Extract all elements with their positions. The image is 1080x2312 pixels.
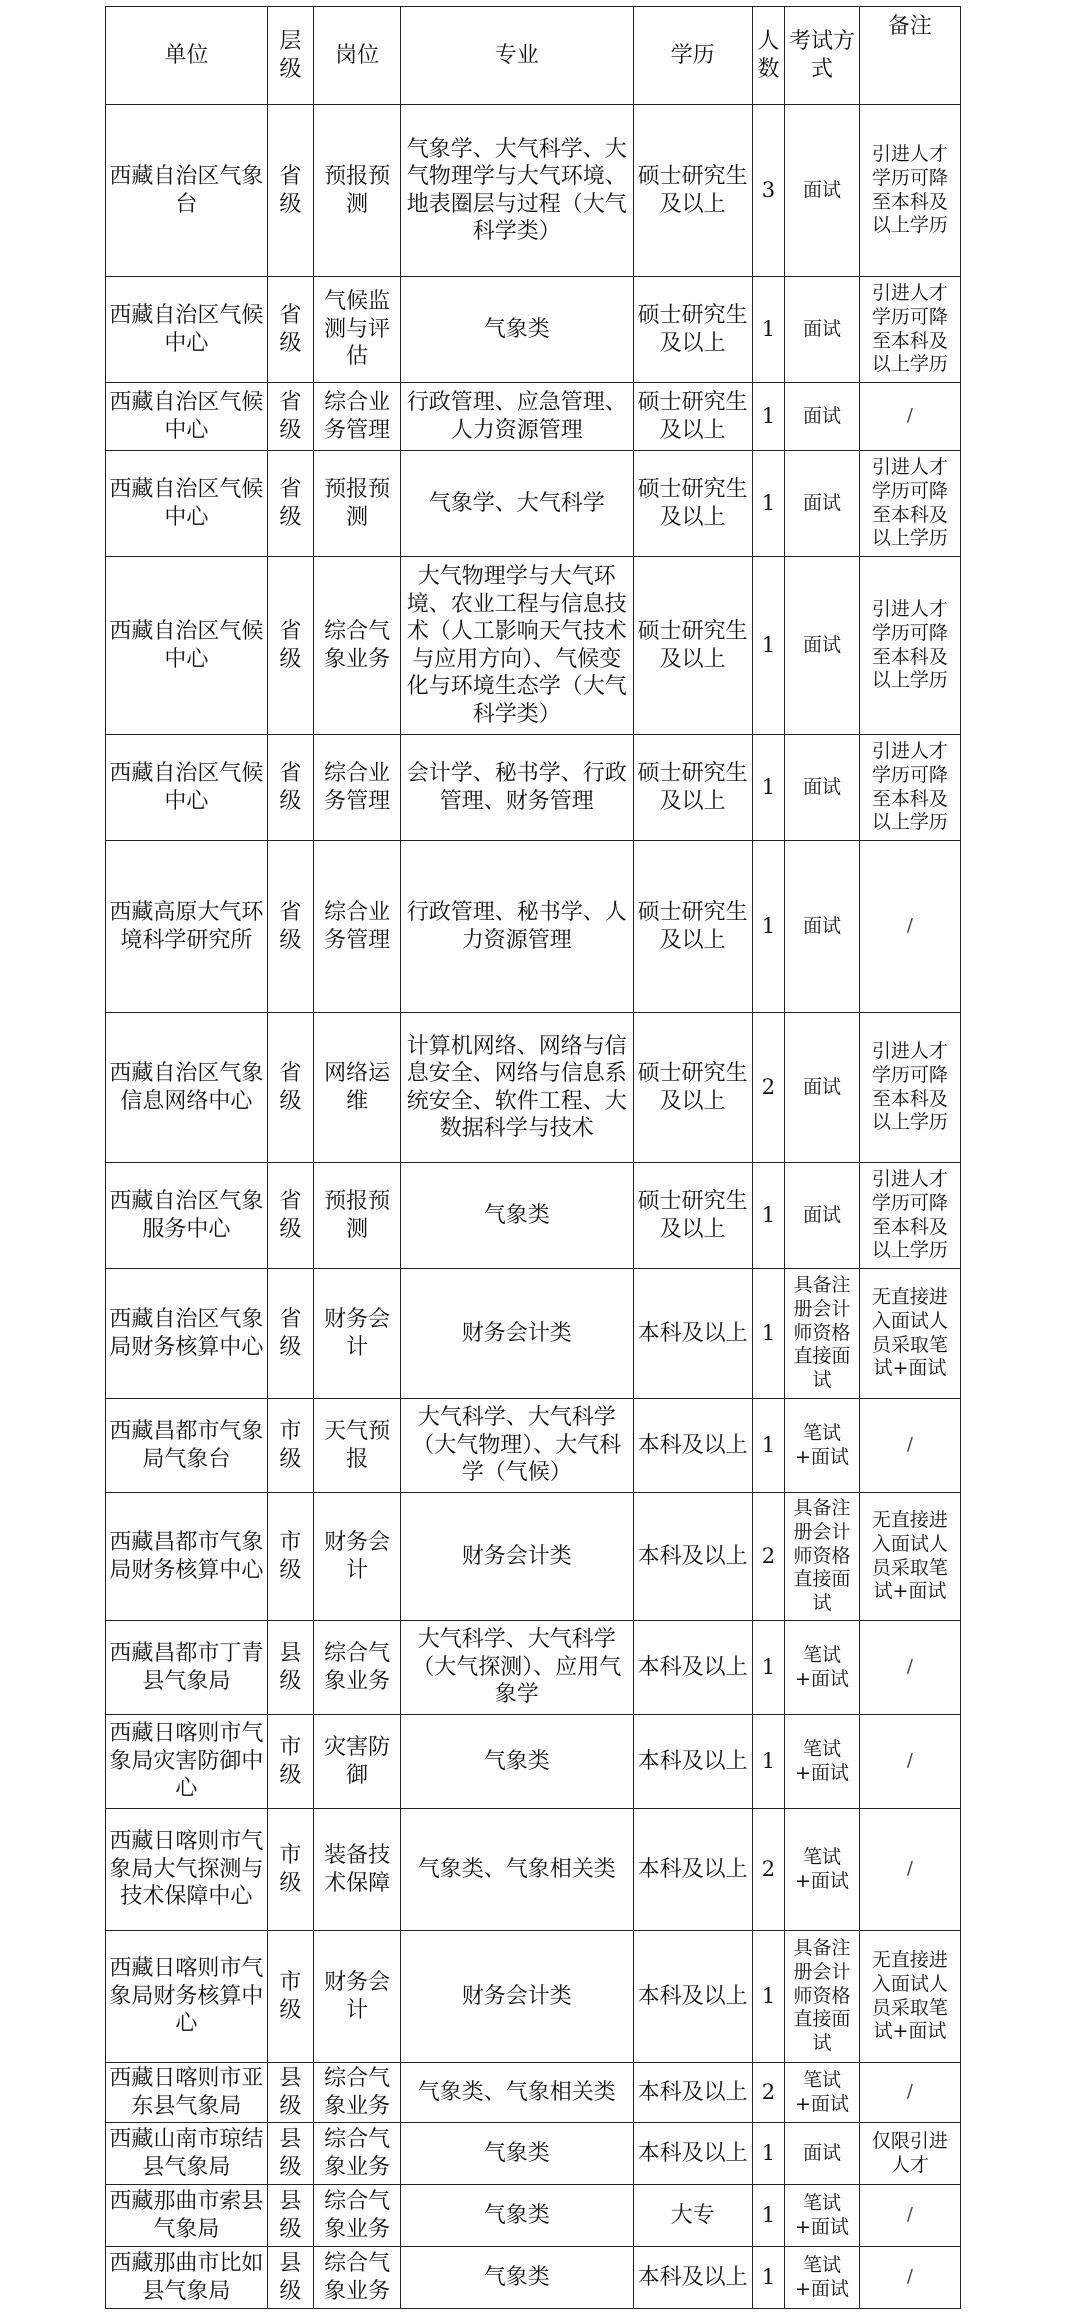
cell-exam: 笔试+面试 bbox=[785, 2063, 860, 2123]
cell-major: 会计学、秘书学、行政管理、财务管理 bbox=[401, 735, 633, 841]
cell-unit: 西藏昌都市丁青县气象局 bbox=[106, 1621, 268, 1715]
cell-count: 1 bbox=[752, 557, 784, 735]
cell-education: 硕士研究生及以上 bbox=[633, 105, 752, 277]
table-row bbox=[106, 1399, 961, 1493]
cell-exam: 面试 bbox=[785, 557, 860, 735]
cell-major: 大气科学、大气科学（大气探测）、应用气象学 bbox=[401, 1621, 633, 1715]
table-row bbox=[106, 383, 961, 451]
cell-unit: 西藏自治区气象台 bbox=[106, 105, 268, 277]
cell-unit: 西藏高原大气环境科学研究所 bbox=[106, 841, 268, 1013]
cell-note: / bbox=[859, 1809, 960, 1931]
cell-major: 气象学、大气科学、大气物理学与大气环境、地表圈层与过程（大气科学类） bbox=[401, 105, 633, 277]
table-row bbox=[106, 1715, 961, 1809]
header-major: 专业 bbox=[401, 7, 633, 105]
cell-major: 行政管理、秘书学、人力资源管理 bbox=[401, 841, 633, 1013]
cell-unit: 西藏自治区气候中心 bbox=[106, 735, 268, 841]
cell-post: 综合业务管理 bbox=[314, 383, 401, 451]
cell-note: / bbox=[859, 383, 960, 451]
cell-major: 财务会计类 bbox=[401, 1931, 633, 2063]
cell-major: 气象类 bbox=[401, 1715, 633, 1809]
cell-post: 网络运维 bbox=[314, 1013, 401, 1163]
cell-exam: 笔试+面试 bbox=[785, 2185, 860, 2247]
cell-note: 无直接进入面试人员采取笔试+面试 bbox=[859, 1931, 960, 2063]
cell-post: 综合气象业务 bbox=[314, 2063, 401, 2123]
cell-education: 大专 bbox=[633, 2185, 752, 2247]
cell-exam: 面试 bbox=[785, 105, 860, 277]
cell-count: 1 bbox=[752, 1931, 784, 2063]
cell-level: 市级 bbox=[267, 1715, 313, 1809]
cell-major: 大气物理学与大气环境、农业工程与信息技术（人工影响天气技术与应用方向）、气候变化与环境生态学（大气科学类） bbox=[401, 557, 633, 735]
cell-note: 引进人才学历可降至本科及以上学历 bbox=[859, 735, 960, 841]
cell-exam: 面试 bbox=[785, 1013, 860, 1163]
cell-note: 引进人才学历可降至本科及以上学历 bbox=[859, 1013, 960, 1163]
cell-major: 气象类 bbox=[401, 277, 633, 383]
cell-count: 1 bbox=[752, 2123, 784, 2185]
cell-count: 1 bbox=[752, 1621, 784, 1715]
table-row bbox=[106, 1269, 961, 1399]
header-count: 人数 bbox=[752, 7, 784, 105]
recruitment-table bbox=[105, 6, 961, 2309]
table-row bbox=[106, 2185, 961, 2247]
cell-unit: 西藏自治区气候中心 bbox=[106, 451, 268, 557]
cell-level: 省级 bbox=[267, 105, 313, 277]
cell-unit: 西藏日喀则市气象局财务核算中心 bbox=[106, 1931, 268, 2063]
table-row bbox=[106, 1163, 961, 1269]
cell-post: 综合气象业务 bbox=[314, 2185, 401, 2247]
cell-exam: 面试 bbox=[785, 841, 860, 1013]
cell-level: 县级 bbox=[267, 1621, 313, 1715]
cell-count: 1 bbox=[752, 735, 784, 841]
cell-exam: 面试 bbox=[785, 735, 860, 841]
cell-note: 引进人才学历可降至本科及以上学历 bbox=[859, 557, 960, 735]
cell-post: 综合气象业务 bbox=[314, 2247, 401, 2309]
cell-exam: 笔试+面试 bbox=[785, 1809, 860, 1931]
cell-level: 省级 bbox=[267, 277, 313, 383]
cell-major: 气象类 bbox=[401, 2247, 633, 2309]
cell-level: 省级 bbox=[267, 557, 313, 735]
cell-level: 市级 bbox=[267, 1399, 313, 1493]
cell-count: 2 bbox=[752, 2063, 784, 2123]
table-row bbox=[106, 557, 961, 735]
cell-major: 气象类、气象相关类 bbox=[401, 1809, 633, 1931]
cell-education: 本科及以上 bbox=[633, 1715, 752, 1809]
cell-note: / bbox=[859, 1621, 960, 1715]
table-row bbox=[106, 105, 961, 277]
table-row bbox=[106, 277, 961, 383]
cell-note: / bbox=[859, 1715, 960, 1809]
cell-exam: 笔试+面试 bbox=[785, 1621, 860, 1715]
cell-unit: 西藏山南市琼结县气象局 bbox=[106, 2123, 268, 2185]
table-row bbox=[106, 841, 961, 1013]
cell-count: 3 bbox=[752, 105, 784, 277]
cell-education: 硕士研究生及以上 bbox=[633, 451, 752, 557]
cell-note: / bbox=[859, 841, 960, 1013]
cell-count: 1 bbox=[752, 1269, 784, 1399]
cell-note: 引进人才学历可降至本科及以上学历 bbox=[859, 105, 960, 277]
cell-major: 大气科学、大气科学（大气物理）、大气科学（气候） bbox=[401, 1399, 633, 1493]
cell-unit: 西藏昌都市气象局气象台 bbox=[106, 1399, 268, 1493]
cell-post: 综合气象业务 bbox=[314, 1621, 401, 1715]
cell-education: 本科及以上 bbox=[633, 1809, 752, 1931]
table-row bbox=[106, 1013, 961, 1163]
header-exam: 考试方式 bbox=[785, 7, 860, 105]
table-row bbox=[106, 1931, 961, 2063]
cell-major: 气象类 bbox=[401, 2185, 633, 2247]
cell-level: 县级 bbox=[267, 2063, 313, 2123]
cell-count: 1 bbox=[752, 2247, 784, 2309]
cell-major: 财务会计类 bbox=[401, 1493, 633, 1621]
cell-level: 省级 bbox=[267, 1013, 313, 1163]
cell-unit: 西藏自治区气候中心 bbox=[106, 383, 268, 451]
cell-note: / bbox=[859, 1399, 960, 1493]
header-education: 学历 bbox=[633, 7, 752, 105]
cell-note: 无直接进入面试人员采取笔试+面试 bbox=[859, 1269, 960, 1399]
cell-count: 1 bbox=[752, 1715, 784, 1809]
cell-exam: 面试 bbox=[785, 383, 860, 451]
cell-education: 本科及以上 bbox=[633, 2063, 752, 2123]
cell-post: 综合业务管理 bbox=[314, 841, 401, 1013]
cell-education: 硕士研究生及以上 bbox=[633, 277, 752, 383]
cell-education: 硕士研究生及以上 bbox=[633, 1163, 752, 1269]
cell-note: 引进人才学历可降至本科及以上学历 bbox=[859, 277, 960, 383]
table-row bbox=[106, 2063, 961, 2123]
table-row bbox=[106, 1809, 961, 1931]
cell-unit: 西藏日喀则市气象局灾害防御中心 bbox=[106, 1715, 268, 1809]
cell-level: 省级 bbox=[267, 735, 313, 841]
cell-note: / bbox=[859, 2247, 960, 2309]
cell-major: 计算机网络、网络与信息安全、网络与信息系统安全、软件工程、大数据科学与技术 bbox=[401, 1013, 633, 1163]
cell-education: 本科及以上 bbox=[633, 1621, 752, 1715]
cell-education: 本科及以上 bbox=[633, 1931, 752, 2063]
cell-count: 1 bbox=[752, 841, 784, 1013]
header-row bbox=[106, 7, 961, 105]
cell-count: 1 bbox=[752, 1163, 784, 1269]
table-row bbox=[106, 451, 961, 557]
cell-exam: 笔试+面试 bbox=[785, 2247, 860, 2309]
cell-unit: 西藏自治区气候中心 bbox=[106, 557, 268, 735]
cell-education: 硕士研究生及以上 bbox=[633, 557, 752, 735]
cell-post: 财务会计 bbox=[314, 1493, 401, 1621]
cell-exam: 面试 bbox=[785, 451, 860, 557]
cell-exam: 面试 bbox=[785, 277, 860, 383]
cell-count: 1 bbox=[752, 1399, 784, 1493]
cell-post: 装备技术保障 bbox=[314, 1809, 401, 1931]
recruitment-table-sheet bbox=[105, 6, 961, 2309]
cell-education: 硕士研究生及以上 bbox=[633, 735, 752, 841]
cell-unit: 西藏自治区气候中心 bbox=[106, 277, 268, 383]
header-unit: 单位 bbox=[106, 7, 268, 105]
table-row bbox=[106, 2123, 961, 2185]
cell-exam: 具备注册会计师资格直接面试 bbox=[785, 1493, 860, 1621]
cell-count: 1 bbox=[752, 2185, 784, 2247]
header-level: 层级 bbox=[267, 7, 313, 105]
cell-exam: 笔试+面试 bbox=[785, 1399, 860, 1493]
cell-note: 引进人才学历可降至本科及以上学历 bbox=[859, 1163, 960, 1269]
cell-post: 预报预测 bbox=[314, 105, 401, 277]
cell-level: 市级 bbox=[267, 1493, 313, 1621]
cell-education: 硕士研究生及以上 bbox=[633, 383, 752, 451]
cell-education: 本科及以上 bbox=[633, 1269, 752, 1399]
cell-unit: 西藏那曲市索县气象局 bbox=[106, 2185, 268, 2247]
cell-education: 硕士研究生及以上 bbox=[633, 841, 752, 1013]
cell-major: 行政管理、应急管理、人力资源管理 bbox=[401, 383, 633, 451]
table-row bbox=[106, 1493, 961, 1621]
cell-note: / bbox=[859, 2063, 960, 2123]
cell-post: 财务会计 bbox=[314, 1269, 401, 1399]
cell-post: 预报预测 bbox=[314, 451, 401, 557]
table-row bbox=[106, 2247, 961, 2309]
cell-note: / bbox=[859, 2185, 960, 2247]
header-note: 备注 bbox=[859, 7, 960, 105]
cell-count: 2 bbox=[752, 1493, 784, 1621]
cell-note: 引进人才学历可降至本科及以上学历 bbox=[859, 451, 960, 557]
cell-level: 县级 bbox=[267, 2185, 313, 2247]
table-row bbox=[106, 1621, 961, 1715]
cell-unit: 西藏自治区气象信息网络中心 bbox=[106, 1013, 268, 1163]
table-body bbox=[106, 105, 961, 2309]
cell-level: 县级 bbox=[267, 2247, 313, 2309]
cell-unit: 西藏自治区气象服务中心 bbox=[106, 1163, 268, 1269]
cell-post: 综合气象业务 bbox=[314, 557, 401, 735]
cell-education: 本科及以上 bbox=[633, 1493, 752, 1621]
cell-education: 本科及以上 bbox=[633, 1399, 752, 1493]
cell-post: 综合气象业务 bbox=[314, 2123, 401, 2185]
cell-count: 2 bbox=[752, 1809, 784, 1931]
cell-note: 无直接进入面试人员采取笔试+面试 bbox=[859, 1493, 960, 1621]
cell-count: 1 bbox=[752, 277, 784, 383]
cell-major: 气象类 bbox=[401, 1163, 633, 1269]
cell-exam: 具备注册会计师资格直接面试 bbox=[785, 1931, 860, 2063]
cell-level: 市级 bbox=[267, 1931, 313, 2063]
cell-education: 本科及以上 bbox=[633, 2123, 752, 2185]
cell-post: 综合业务管理 bbox=[314, 735, 401, 841]
cell-unit: 西藏日喀则市亚东县气象局 bbox=[106, 2063, 268, 2123]
cell-exam: 面试 bbox=[785, 2123, 860, 2185]
header-post: 岗位 bbox=[314, 7, 401, 105]
cell-major: 气象学、大气科学 bbox=[401, 451, 633, 557]
cell-exam: 具备注册会计师资格直接面试 bbox=[785, 1269, 860, 1399]
cell-major: 气象类、气象相关类 bbox=[401, 2063, 633, 2123]
cell-education: 硕士研究生及以上 bbox=[633, 1013, 752, 1163]
cell-level: 省级 bbox=[267, 1163, 313, 1269]
cell-level: 市级 bbox=[267, 1809, 313, 1931]
cell-major: 气象类 bbox=[401, 2123, 633, 2185]
cell-note: 仅限引进人才 bbox=[859, 2123, 960, 2185]
cell-level: 省级 bbox=[267, 451, 313, 557]
cell-education: 本科及以上 bbox=[633, 2247, 752, 2309]
cell-level: 省级 bbox=[267, 1269, 313, 1399]
cell-level: 省级 bbox=[267, 383, 313, 451]
cell-count: 1 bbox=[752, 451, 784, 557]
cell-count: 2 bbox=[752, 1013, 784, 1163]
cell-post: 天气预报 bbox=[314, 1399, 401, 1493]
cell-exam: 面试 bbox=[785, 1163, 860, 1269]
cell-level: 省级 bbox=[267, 841, 313, 1013]
cell-count: 1 bbox=[752, 383, 784, 451]
cell-major: 财务会计类 bbox=[401, 1269, 633, 1399]
table-row bbox=[106, 735, 961, 841]
cell-level: 县级 bbox=[267, 2123, 313, 2185]
cell-unit: 西藏那曲市比如县气象局 bbox=[106, 2247, 268, 2309]
cell-post: 灾害防御 bbox=[314, 1715, 401, 1809]
cell-unit: 西藏自治区气象局财务核算中心 bbox=[106, 1269, 268, 1399]
cell-exam: 笔试+面试 bbox=[785, 1715, 860, 1809]
cell-unit: 西藏日喀则市气象局大气探测与技术保障中心 bbox=[106, 1809, 268, 1931]
cell-unit: 西藏昌都市气象局财务核算中心 bbox=[106, 1493, 268, 1621]
cell-post: 财务会计 bbox=[314, 1931, 401, 2063]
cell-post: 预报预测 bbox=[314, 1163, 401, 1269]
cell-post: 气候监测与评估 bbox=[314, 277, 401, 383]
